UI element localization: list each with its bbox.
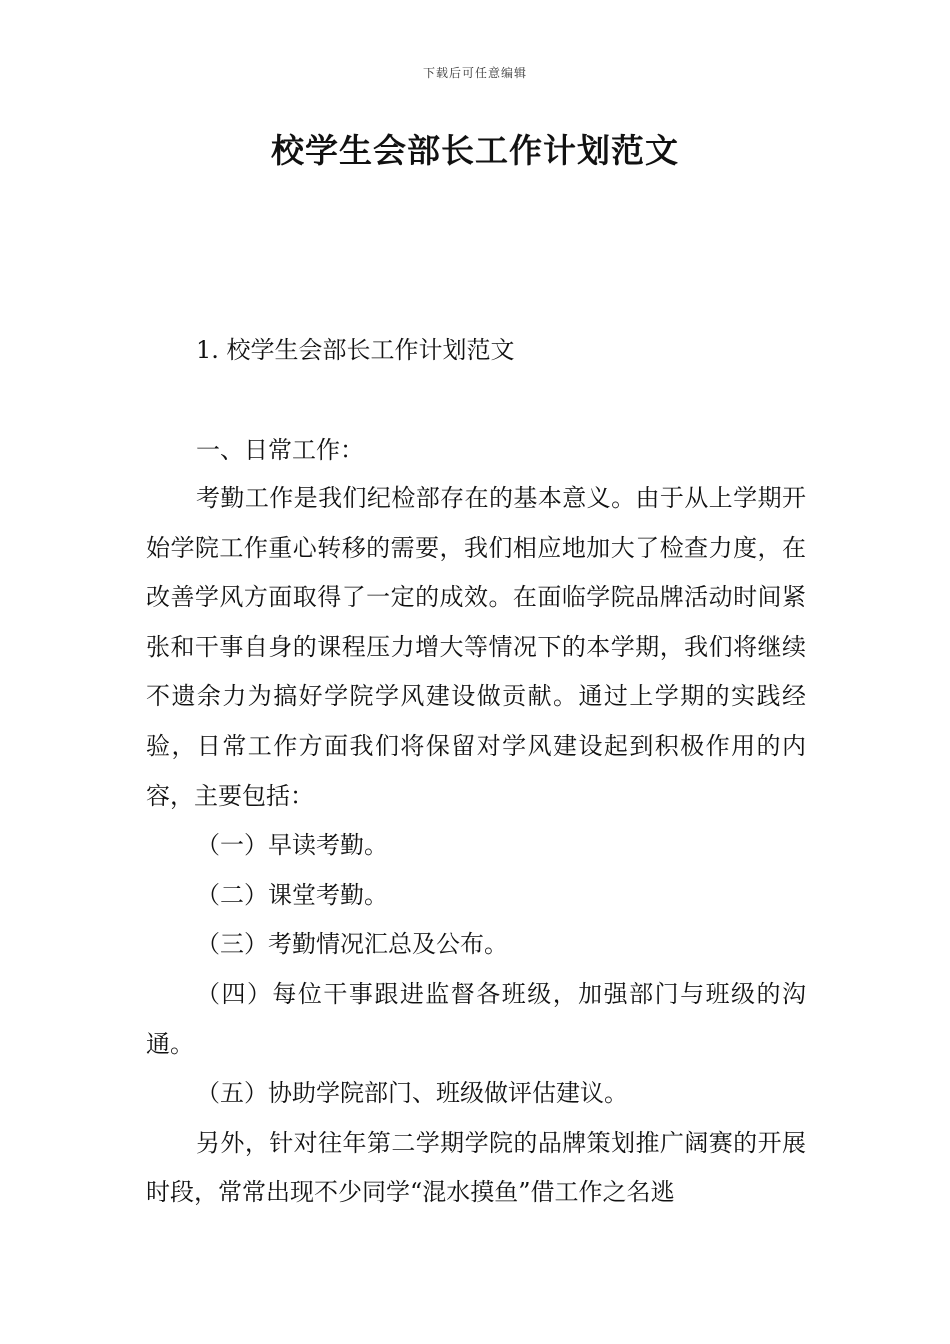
list-item-class-attendance: （二）课堂考勤。: [196, 880, 388, 909]
document-title: 校学生会部长工作计划范文: [271, 131, 679, 170]
paragraph-attendance-intro: 考勤工作是我们纪检部存在的基本意义。由于从上学期开始学院工作重心转移的需要，我们相应地加大了检查力度，在改善学风方面取得了一定的成效。在面临学院品牌活动时间紧张和干事自身的课程压力增大等情况下的本学期，我们将继续不遗余力为搞好学院学风建设做贡献。通过上学期的实践经验，日常工作方面我们将保留对学风建设起到积极作用的内容，主要包括：: [146, 484, 806, 810]
section-subtitle: 1. 校学生会部长工作计划范文: [196, 336, 515, 364]
list-item-morning-reading: （一）早读考勤。: [196, 831, 388, 860]
list-item-attendance-summary: （三）考勤情况汇总及公布。: [196, 930, 508, 959]
header-note: 下载后可任意编辑: [422, 66, 527, 80]
body-text: [146, 474, 806, 1218]
section-heading: 一、日常工作：: [196, 436, 364, 464]
list-item-class-supervision: （四）每位干事跟进监督各班级，加强部门与班级的沟通。: [146, 979, 806, 1058]
list-item-evaluation-assist: （五）协助学院部门、班级做评估建议。: [196, 1079, 628, 1108]
paragraph-additional: 另外，针对往年第二学期学院的品牌策划推广阔赛的开展时段，常常出现不少同学“混水摸鱼”借工作之名逃: [146, 1128, 806, 1207]
